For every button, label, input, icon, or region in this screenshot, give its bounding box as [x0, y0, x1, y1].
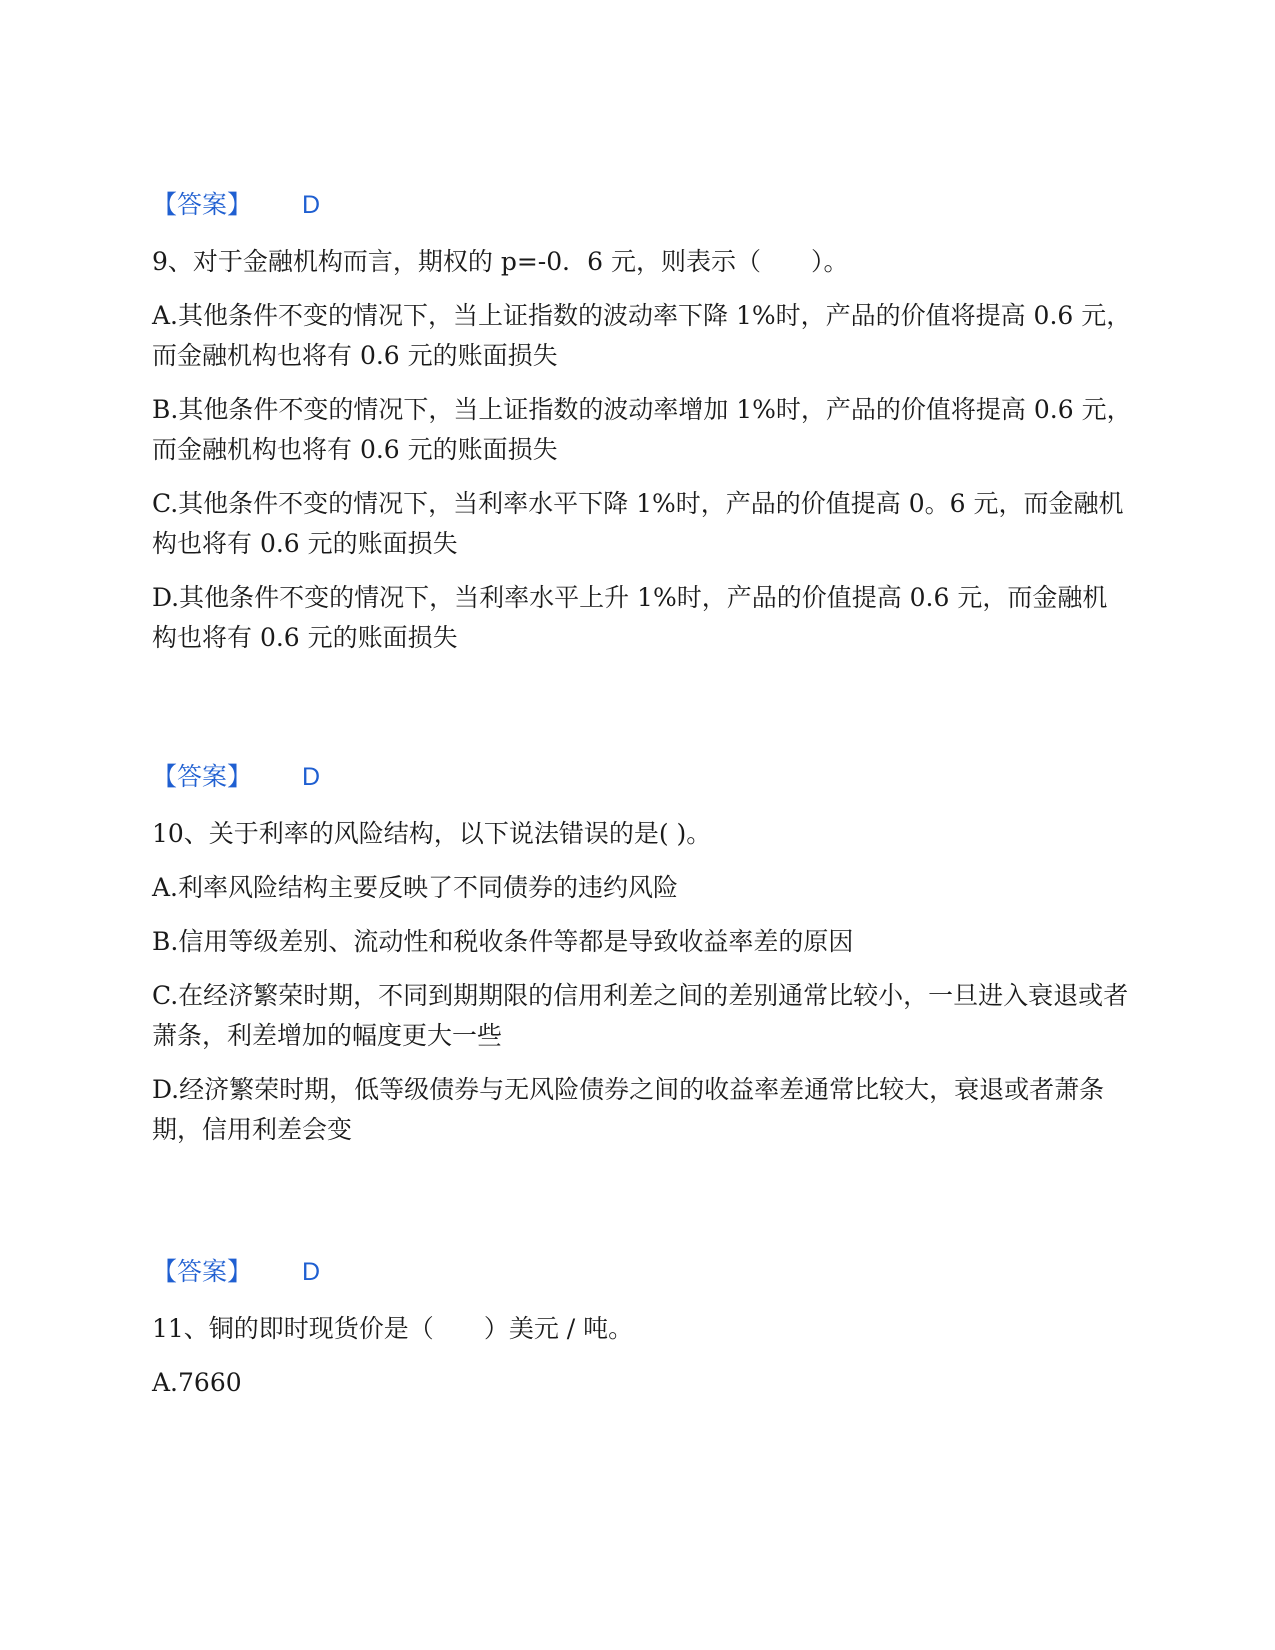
answer-label: 【答案】: [152, 1257, 253, 1286]
answer-value: D: [302, 1258, 321, 1286]
answer-line-1: [152, 188, 320, 222]
answer-line-3: [152, 1255, 320, 1289]
answer-label: 【答案】: [152, 762, 253, 791]
answer-value: D: [302, 191, 321, 219]
answer-line-2: [152, 760, 320, 794]
question-10-option-b: B.信用等级差别、流动性和税收条件等都是导致收益率差的原因: [152, 927, 854, 956]
answer-label: 【答案】: [152, 190, 253, 219]
question-11: 11、铜的即时现货价是（ ）美元 / 吨。: [152, 1314, 634, 1343]
question-9: 9、对于金融机构而言，期权的 p=-0．6 元，则表示（ ）。: [152, 247, 849, 276]
question-10-option-a: A.利率风险结构主要反映了不同债券的违约风险: [152, 873, 679, 902]
question-9-option-b: B.其他条件不变的情况下，当上证指数的波动率增加 1%时，产品的价值将提高 0.6 元，而金融机构也将有 0.6 元的账面损失: [152, 395, 1132, 464]
question-10: 10、关于利率的风险结构，以下说法错误的是( )。: [152, 819, 712, 848]
question-10-option-d: D.经济繁荣时期，低等级债券与无风险债券之间的收益率差通常比较大，衰退或者萧条期，信用利差会变: [152, 1075, 1105, 1144]
question-11-option-a: A.7660: [152, 1368, 242, 1397]
answer-value: D: [302, 763, 321, 791]
question-10-option-c: C.在经济繁荣时期，不同到期期限的信用利差之间的差别通常比较小，一旦进入衰退或者萧条，利差增加的幅度更大一些: [152, 981, 1129, 1050]
question-9-option-c: C.其他条件不变的情况下，当利率水平下降 1%时，产品的价值提高 0。6 元，而金融机构也将有 0.6 元的账面损失: [152, 489, 1124, 558]
question-9-option-d: D.其他条件不变的情况下，当利率水平上升 1%时，产品的价值提高 0.6 元，而金融机构也将有 0.6 元的账面损失: [152, 583, 1108, 652]
question-9-option-a: A.其他条件不变的情况下，当上证指数的波动率下降 1%时，产品的价值将提高 0.6 元，而金融机构也将有 0.6 元的账面损失: [152, 301, 1132, 370]
